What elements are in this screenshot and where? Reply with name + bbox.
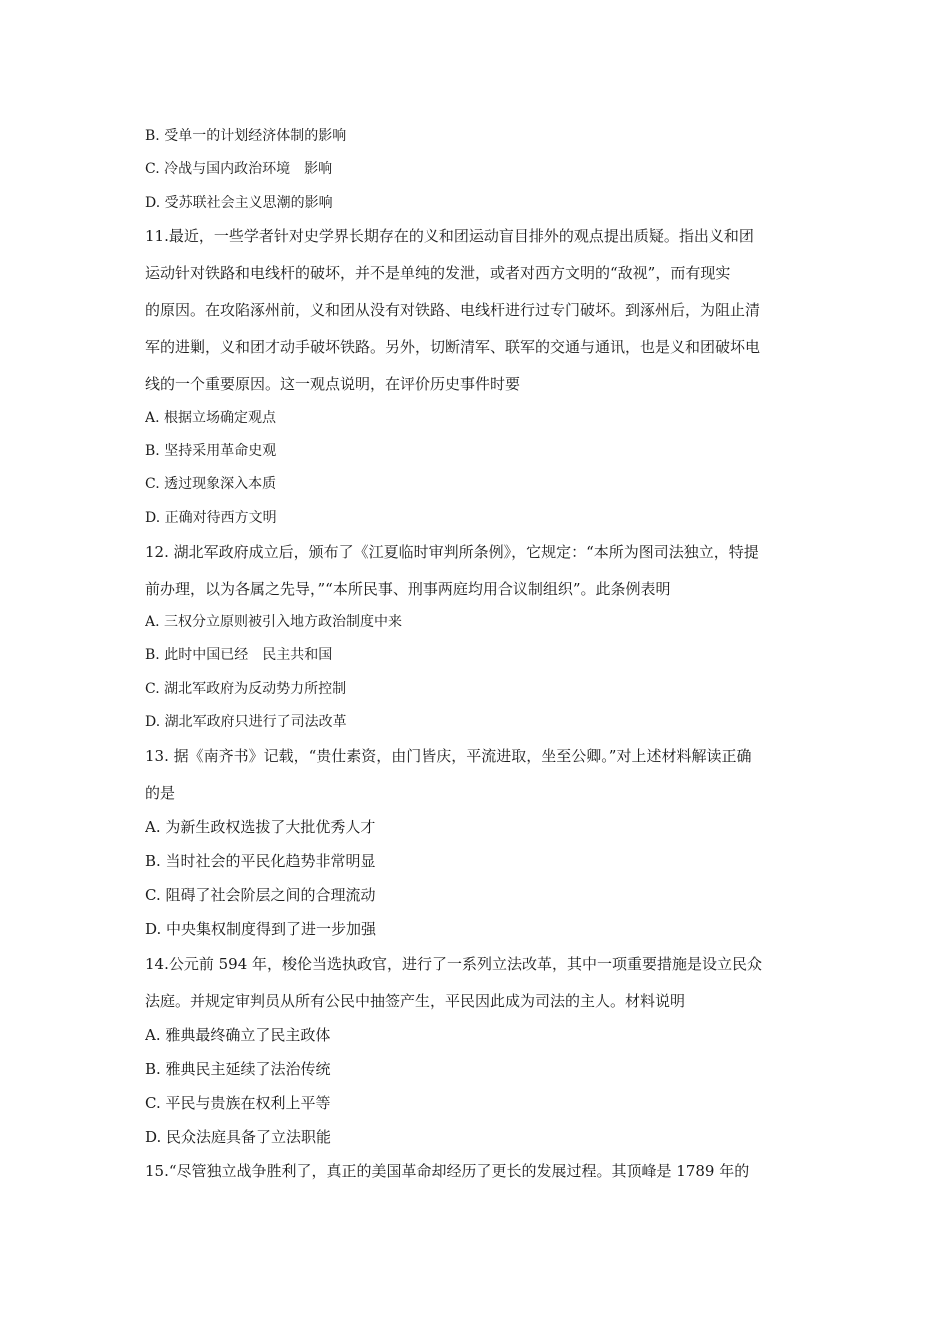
q11-stem-line-3: 的原因。在攻陷涿州前，义和团从没有对铁路、电线杆进行过专门破坏。到涿州后，为阻止清: [145, 301, 761, 319]
q10-option-c: [145, 159, 810, 179]
q12-stem-line-2: 前办理，以为各属之先导，”“本所民事、刑事两庭均用合议制组织”。此条例表明: [145, 580, 671, 598]
q11-option-a: A. 根据立场确定观点: [145, 410, 277, 426]
q13-option-b: B. 当时社会的平民化趋势非常明显: [145, 852, 376, 870]
q11-option-c: C. 透过现象深入本质: [145, 476, 277, 492]
q12-option-a: A. 三权分立原则被引入地方政治制度中来: [145, 614, 403, 630]
q10-option-d: D. 受苏联社会主义思潮的影响: [145, 195, 333, 211]
q11-option-b: B. 坚持采用革命史观: [145, 443, 277, 459]
q13-option-c: C. 阻碍了社会阶层之间的合理流动: [145, 886, 376, 904]
q12-option-b-tail: 民主共和国: [262, 647, 333, 663]
q14-option-a: A. 雅典最终确立了民主政体: [145, 1026, 331, 1044]
q11-stem-line-1: 11.最近，一些学者针对史学界长期存在的义和团运动盲目排外的观点提出质疑。指出义和团: [145, 227, 754, 245]
q12-option-d: D. 湖北军政府只进行了司法改革: [145, 714, 347, 730]
q15-stem-line-1: 15.“尽管独立战争胜利了，真正的美国革命却经历了更长的发展过程。其顶峰是 1789 年的: [145, 1162, 750, 1180]
q11-option-d: D. 正确对待西方文明: [145, 510, 277, 526]
q14-stem-line-1: 14.公元前 594 年，梭伦当选执政官，进行了一系列立法改革，其中一项重要措施是设立民众: [145, 955, 763, 973]
q14-stem-line-2: 法庭。并规定审判员从所有公民中抽签产生，平民因此成为司法的主人。材料说明: [145, 992, 686, 1010]
q12-stem-line-1: 12. 湖北军政府成立后，颁布了《江夏临时审判所条例》，它规定：“本所为图司法独立，特提: [145, 543, 759, 561]
q11-stem-line-2: 运动针对铁路和电线杆的破坏，并不是单纯的发泄，或者对西方文明的“敌视”，而有现实: [145, 264, 731, 282]
q14-option-b: B. 雅典民主延续了法治传统: [145, 1060, 331, 1078]
q10-option-c-head: C. 冷战与国内政治环境: [145, 161, 291, 177]
q12-option-c: C. 湖北军政府为反动势力所控制: [145, 681, 347, 697]
q12-option-b-head: B. 此时中国已经: [145, 647, 249, 663]
q14-option-d: D. 民众法庭具备了立法职能: [145, 1128, 332, 1146]
q13-stem-line-2: 的是: [145, 784, 176, 802]
q14-option-c: C. 平民与贵族在权利上平等: [145, 1094, 331, 1112]
q11-stem-line-4: 军的进剿，义和团才动手破坏铁路。另外，切断清军、联军的交通与通讯，也是义和团破坏电: [145, 338, 761, 356]
q13-option-a: A. 为新生政权选拔了大批优秀人才: [145, 818, 376, 836]
q11-stem-line-5: 线的一个重要原因。这一观点说明，在评价历史事件时要: [145, 375, 521, 393]
q12-option-b: [145, 645, 810, 665]
q13-stem-line-1: 13. 据《南齐书》记载，“贵仕素资，由门皆庆，平流进取，坐至公卿。”对上述材料解读正确: [145, 747, 752, 765]
q13-option-d: D. 中央集权制度得到了进一步加强: [145, 920, 377, 938]
q10-option-b: B. 受单一的计划经济体制的影响: [145, 128, 347, 144]
q10-option-c-tail: 影响: [304, 161, 333, 177]
